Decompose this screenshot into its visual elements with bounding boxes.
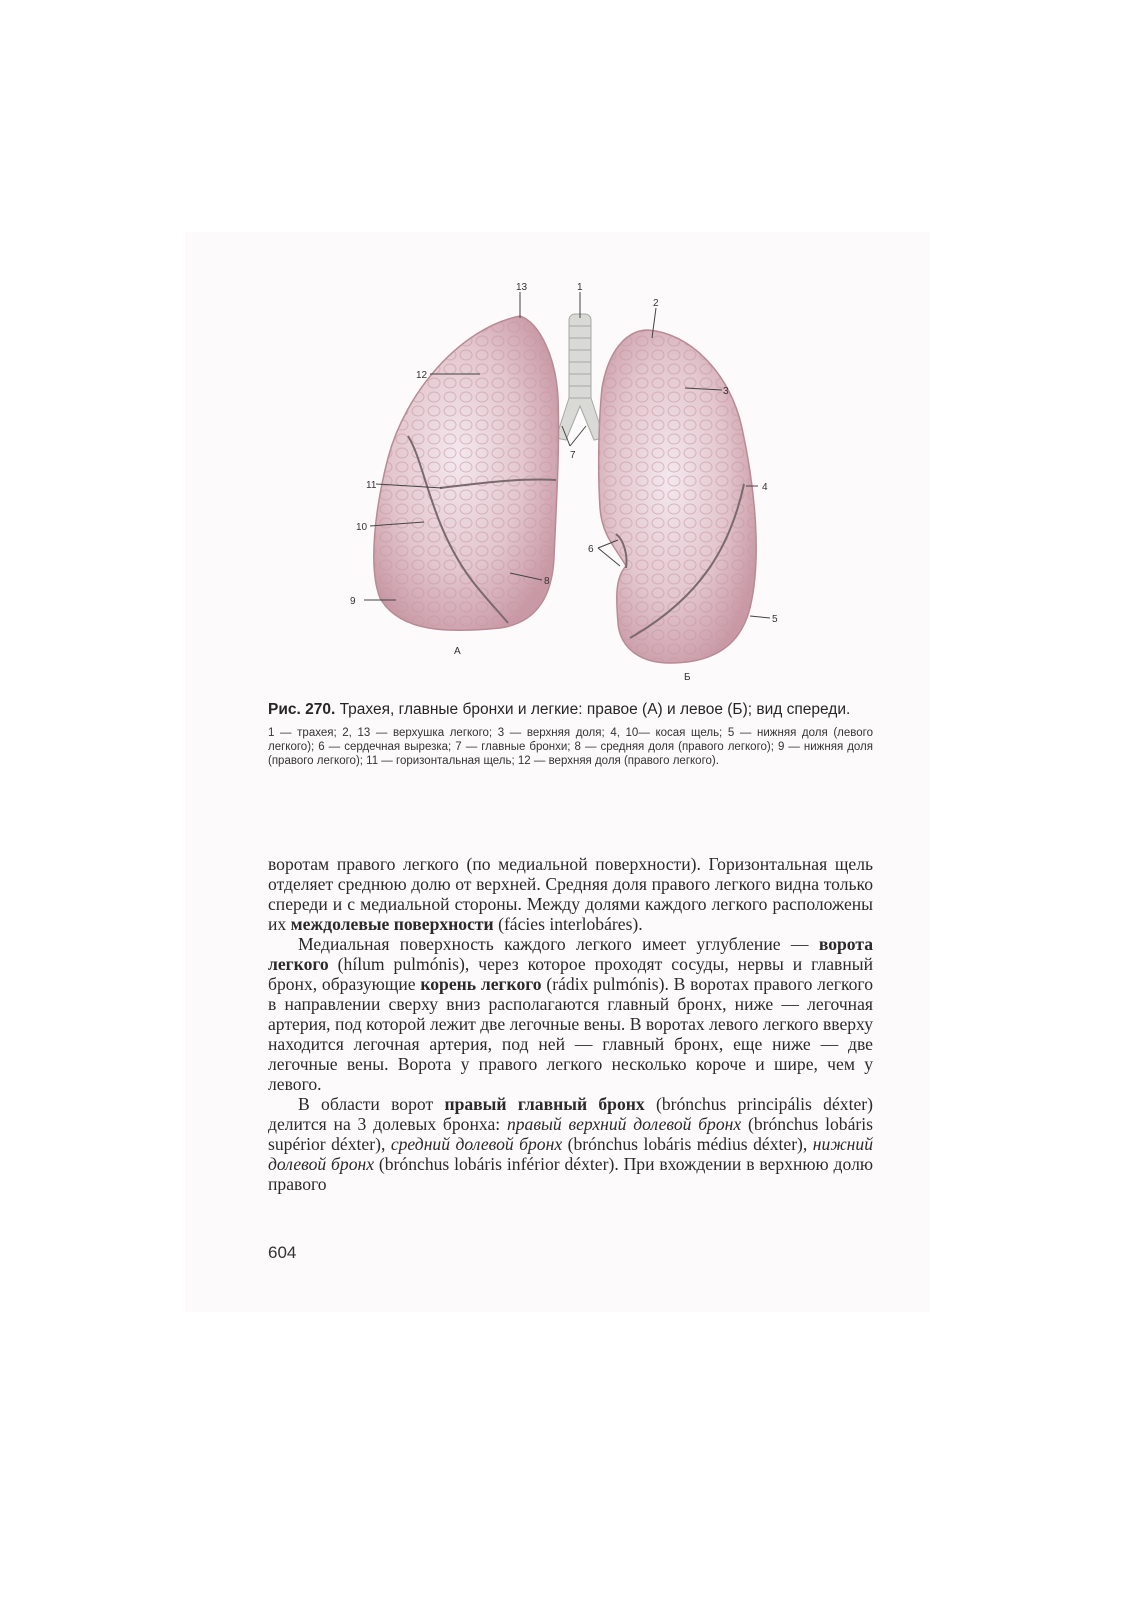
lungs-illustration bbox=[330, 278, 810, 688]
caption-legend: 1 — трахея; 2, 13 — верхушка легкого; 3 — верхняя доля; 4, 10— косая щель; 5 — нижняя доля (левого легкого); 6 — сердечная вырезка; 7 — главные бронхи; 8 — средняя доля (правого легкого); 9 — нижняя доля (правого легкого); 11 — горизонтальная щель; 12 — верхняя доля (правого легкого). bbox=[268, 727, 873, 767]
label-2: 2 bbox=[653, 298, 659, 309]
term-bold: корень легкого bbox=[420, 974, 542, 994]
label-a: А bbox=[454, 646, 461, 657]
text-run: (fácies interlobáres). bbox=[493, 914, 643, 934]
label-11: 11 bbox=[366, 480, 377, 491]
caption-title bbox=[268, 700, 873, 719]
label-1: 1 bbox=[577, 282, 583, 293]
label-6: 6 bbox=[588, 544, 594, 555]
term-bold: ворота легкого bbox=[268, 934, 873, 974]
caption-title-text: Трахея, главные бронхи и легкие: правое (А) и левое (Б); вид спереди. bbox=[335, 701, 851, 718]
term-italic: средний долевой бронх bbox=[390, 1134, 563, 1154]
label-5: 5 bbox=[772, 614, 778, 625]
text-run: (brónchus lobáris médius déxter), bbox=[562, 1134, 813, 1154]
lungs-figure bbox=[330, 278, 810, 688]
label-13: 13 bbox=[516, 282, 528, 293]
label-8: 8 bbox=[544, 576, 550, 587]
term-bold: правый главный бронх bbox=[444, 1094, 645, 1114]
left-lung bbox=[599, 330, 756, 663]
right-lung bbox=[374, 316, 559, 630]
label-10: 10 bbox=[356, 522, 368, 533]
text-run: (brónchus principális déxter) делится на 3 долевых бронха: bbox=[268, 1094, 874, 1134]
paragraph-3 bbox=[268, 1094, 873, 1194]
label-9: 9 bbox=[350, 596, 356, 607]
text-run: (rádix pulmónis). В воротах правого легкого в направлении сверху вниз располагаются главный бронх, ниже — легочная артерия, под которой лежит две легочные вены. В воротах левого легкого вверху находится легочная артерия, под ней — главный бронх, еще ниже — две легочные вены. Ворота у правого легкого несколько короче и шире, чем у левого. bbox=[268, 974, 873, 1094]
label-3: 3 bbox=[723, 386, 729, 397]
text-run: (brónchus lobáris supérior déxter), bbox=[268, 1114, 874, 1154]
text-run: Медиальная поверхность каждого легкого имеет углубление — bbox=[298, 934, 819, 954]
figure-caption bbox=[268, 700, 873, 768]
text-run: (brónchus lobáris inférior déxter). При вхождении в верхнюю долю правого bbox=[268, 1154, 873, 1194]
term-bold: междолевые поверхности bbox=[290, 914, 494, 934]
paragraph-1 bbox=[268, 854, 873, 934]
label-b: Б bbox=[684, 672, 691, 683]
label-12: 12 bbox=[416, 370, 428, 381]
text-run: (hílum pulmónis), через которое проходят сосуды, нервы и главный бронх, образующие bbox=[268, 954, 873, 994]
text-run: воротам правого легкого (по медиальной поверхности). Горизонтальная щель отделяет среднюю долю от верхней. Средняя доля правого легкого видна только спереди и с медиальной стороны. Между долями каждого легкого расположены их bbox=[268, 854, 873, 934]
term-italic: нижний долевой бронх bbox=[268, 1134, 874, 1174]
label-7: 7 bbox=[570, 450, 576, 461]
page-number: 604 bbox=[268, 1243, 297, 1262]
text-run: В области ворот bbox=[298, 1094, 445, 1114]
body-text bbox=[268, 854, 873, 1194]
paragraph-2 bbox=[268, 934, 873, 1094]
caption-label: Рис. 270. bbox=[268, 701, 336, 718]
trachea bbox=[556, 314, 604, 440]
label-4: 4 bbox=[762, 482, 768, 493]
term-italic: правый верхний долевой бронх bbox=[506, 1114, 742, 1134]
